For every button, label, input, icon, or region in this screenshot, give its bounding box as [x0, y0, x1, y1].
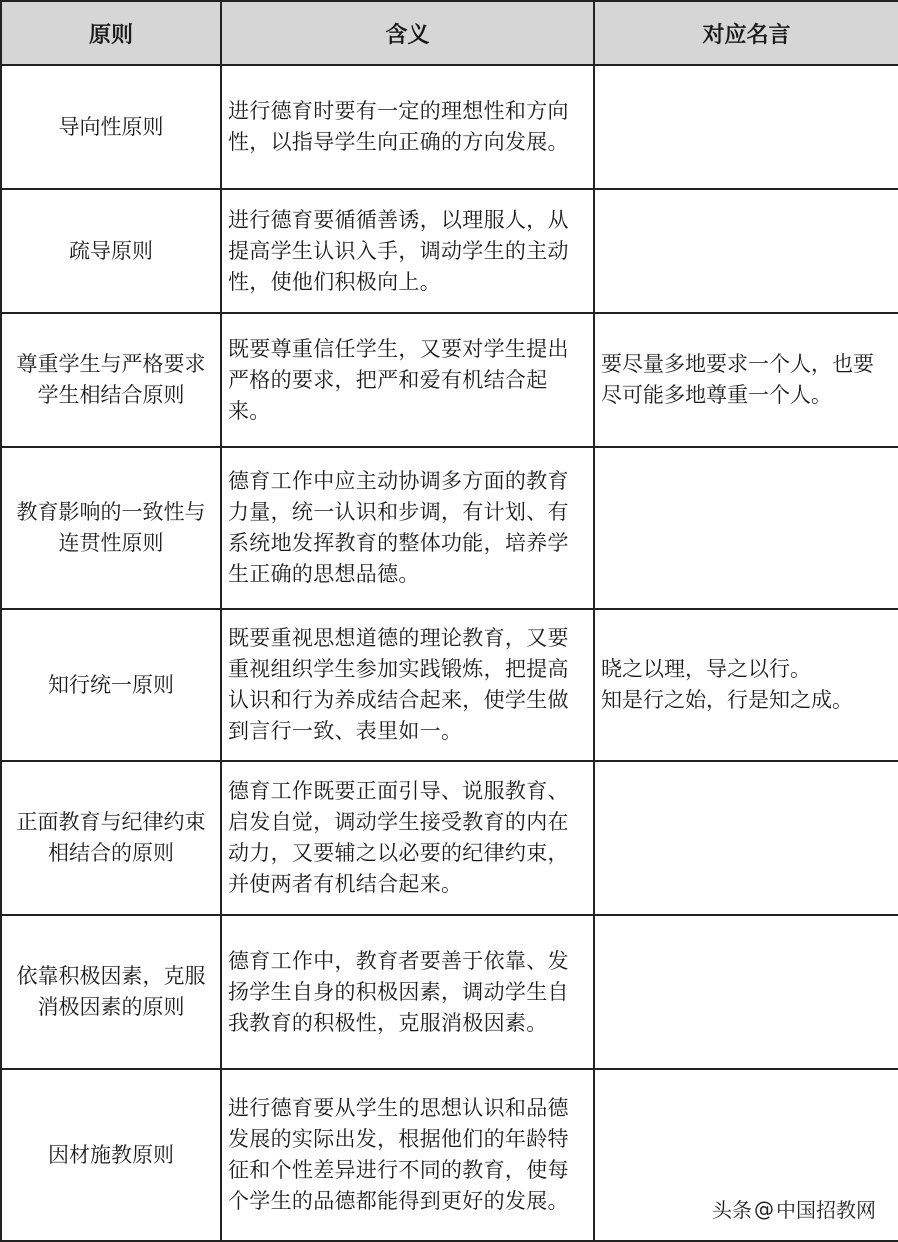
watermark: [712, 1194, 876, 1223]
table-row: [1, 609, 898, 761]
quote-cell: 晓之以理，导之以行。 知是行之始，行是知之成。: [594, 609, 898, 761]
principle-cell: 尊重学生与严格要求学生相结合原则: [1, 313, 221, 447]
header-principle: 原则: [1, 1, 221, 65]
meaning-cell: 进行德育要从学生的思想认识和品德发展的实际出发，根据他们的年龄特征和个性差异进行不同的教育，使每个学生的品德都能得到更好的发展。: [221, 1069, 594, 1241]
principle-cell: 教育影响的一致性与连贯性原则: [1, 447, 221, 609]
table-row: [1, 189, 898, 313]
header-meaning: 含义: [221, 1, 594, 65]
header-quote: 对应名言: [594, 1, 898, 65]
watermark-prefix: 头条: [712, 1198, 752, 1222]
meaning-cell: 德育工作中应主动协调多方面的教育力量，统一认识和步调，有计划、有系统地发挥教育的整体功能，培养学生正确的思想品德。: [221, 447, 594, 609]
quote-cell: [594, 65, 898, 189]
principle-cell: 正面教育与纪律约束相结合的原则: [1, 761, 221, 915]
meaning-cell: 既要尊重信任学生，又要对学生提出严格的要求，把严和爱有机结合起来。: [221, 313, 594, 447]
header-row: [1, 1, 898, 65]
table-row: [1, 761, 898, 915]
table-row: [1, 915, 898, 1069]
meaning-cell: 既要重视思想道德的理论教育，又要重视组织学生参加实践锻炼，把提高认识和行为养成结合起来，使学生做到言行一致、表里如一。: [221, 609, 594, 761]
table-row: [1, 65, 898, 189]
quote-cell: [594, 189, 898, 313]
quote-cell: 要尽量多地要求一个人，也要尽可能多地尊重一个人。: [594, 313, 898, 447]
principle-cell: 导向性原则: [1, 65, 221, 189]
principle-cell: 因材施教原则: [1, 1069, 221, 1241]
table-row: [1, 313, 898, 447]
principle-cell: 依靠积极因素，克服消极因素的原则: [1, 915, 221, 1069]
meaning-cell: 进行德育要循循善诱，以理服人，从提高学生认识入手，调动学生的主动性，使他们积极向上。: [221, 189, 594, 313]
meaning-cell: 德育工作中，教育者要善于依靠、发扬学生自身的积极因素，调动学生自我教育的积极性，克服消极因素。: [221, 915, 594, 1069]
watermark-name: 中国招教网: [776, 1198, 876, 1222]
watermark-at: @: [754, 1196, 774, 1221]
principle-cell: 知行统一原则: [1, 609, 221, 761]
table-row: [1, 447, 898, 609]
meaning-cell: 进行德育时要有一定的理想性和方向性，以指导学生向正确的方向发展。: [221, 65, 594, 189]
principle-cell: 疏导原则: [1, 189, 221, 313]
quote-cell: [594, 761, 898, 915]
quote-cell: [594, 915, 898, 1069]
meaning-cell: 德育工作既要正面引导、说服教育、启发自觉，调动学生接受教育的内在动力，又要辅之以必要的纪律约束，并使两者有机结合起来。: [221, 761, 594, 915]
quote-cell: [594, 447, 898, 609]
